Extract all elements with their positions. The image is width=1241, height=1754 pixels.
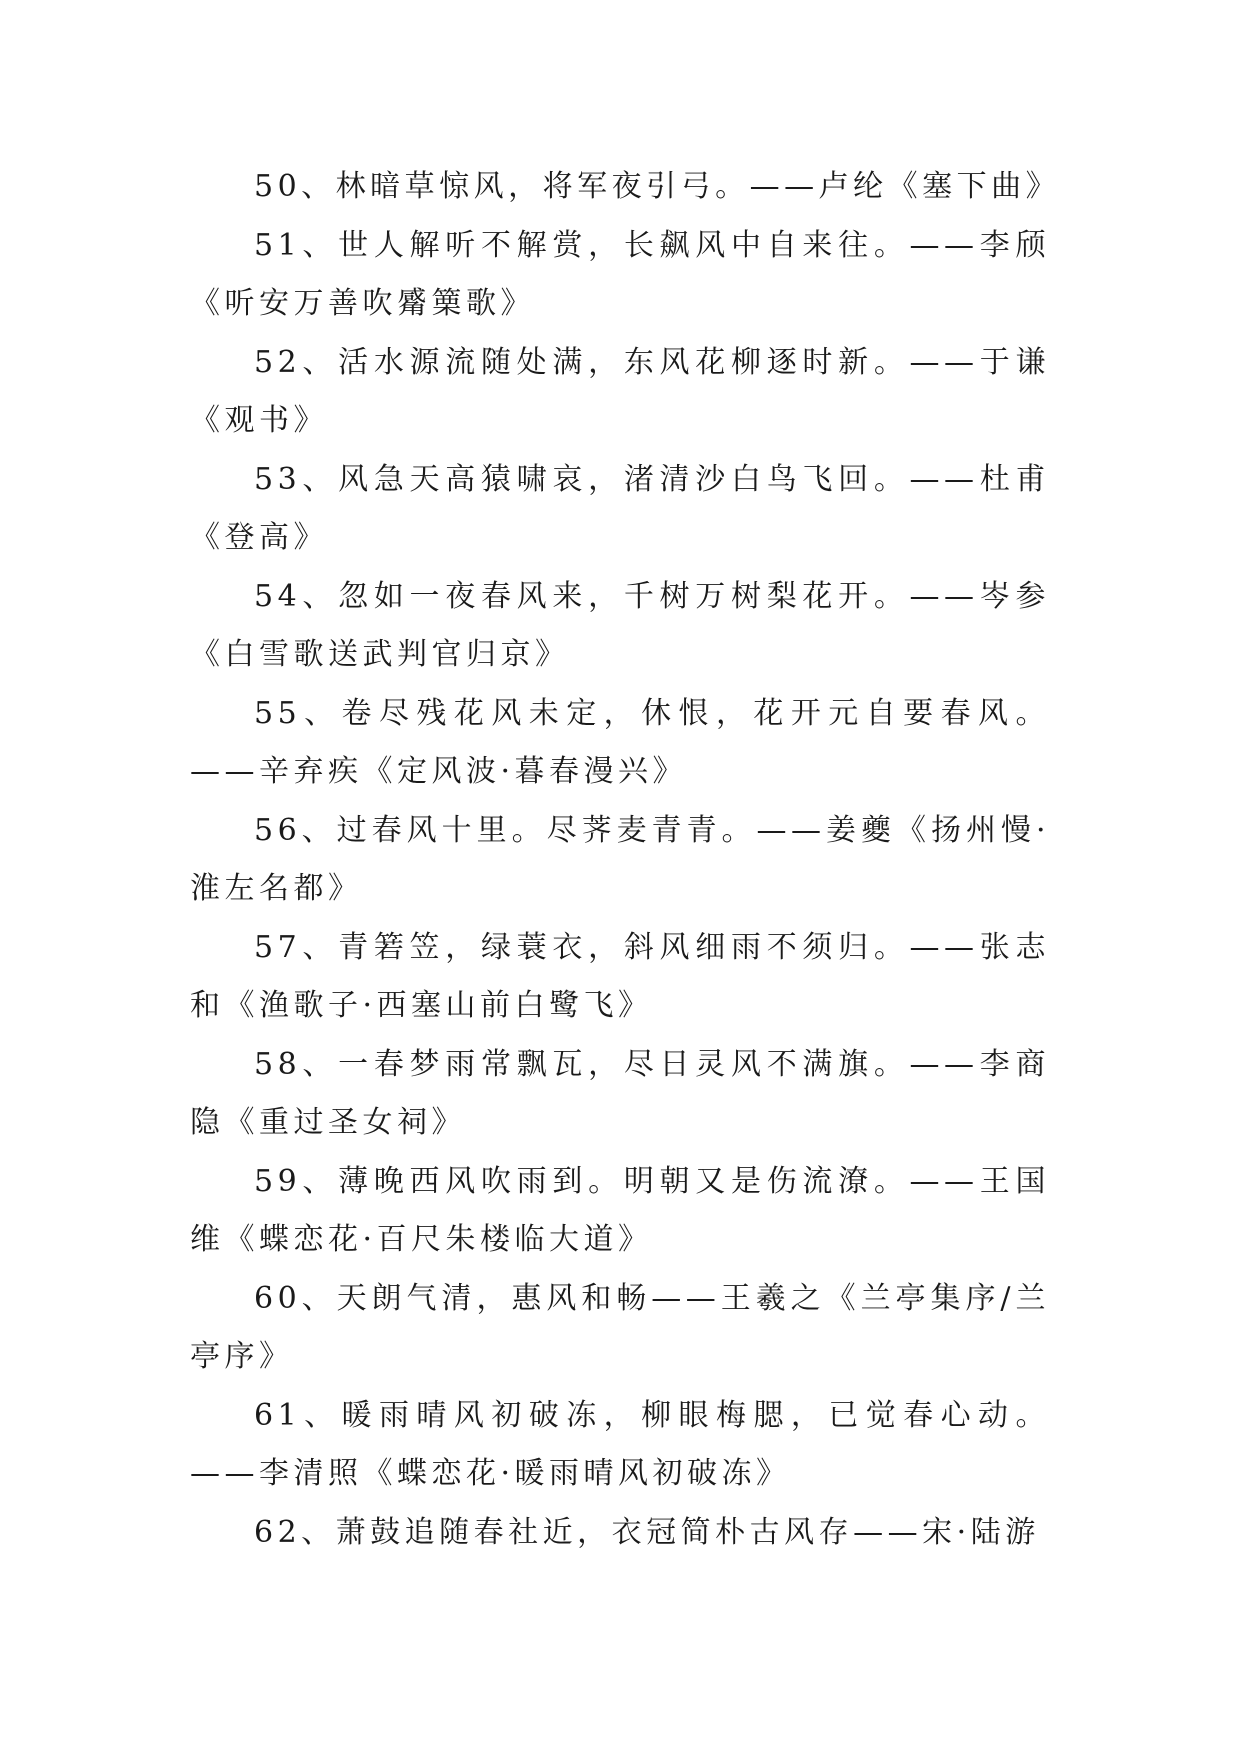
poem-entry-55: 55、卷尽残花风未定，休恨，花开元自要春风。——辛弃疾《定风波·暮春漫兴》 xyxy=(190,695,1050,789)
poem-list xyxy=(190,158,1061,1562)
poem-entry-53: 53、风急天高猿啸哀，渚清沙白鸟飞回。——杜甫《登高》 xyxy=(190,461,1050,555)
poem-entry-51: 51、世人解听不解赏，长飙风中自来往。——李颀《听安万善吹觱篥歌》 xyxy=(190,227,1050,321)
poem-entry-50: 50、林暗草惊风，将军夜引弓。——卢纶《塞下曲》 xyxy=(254,169,1061,204)
poem-entry-62: 62、萧鼓追随春社近，衣冠简朴古风存——宋·陆游 xyxy=(254,1514,1040,1550)
poem-entry-56: 56、过春风十里。尽荠麦青青。——姜夔《扬州慢·淮左名都》 xyxy=(190,812,1050,906)
poem-entry-60: 60、天朗气清，惠风和畅——王羲之《兰亭集序/兰亭序》 xyxy=(190,1280,1050,1374)
poem-entry-54: 54、忽如一夜春风来，千树万树梨花开。——岑参《白雪歌送武判官归京》 xyxy=(190,578,1050,672)
poem-entry-61: 61、暖雨晴风初破冻，柳眼梅腮，已觉春心动。——李清照《蝶恋花·暖雨晴风初破冻》 xyxy=(190,1397,1050,1491)
poem-entry-52: 52、活水源流随处满，东风花柳逐时新。——于谦《观书》 xyxy=(190,344,1050,438)
poem-entry-58: 58、一春梦雨常飘瓦，尽日灵风不满旗。——李商隐《重过圣女祠》 xyxy=(190,1046,1050,1140)
poem-entry-59: 59、薄晚西风吹雨到。明朝又是伤流潦。——王国维《蝶恋花·百尺朱楼临大道》 xyxy=(190,1163,1050,1257)
poem-entry-57: 57、青箬笠，绿蓑衣，斜风细雨不须归。——张志和《渔歌子·西塞山前白鹭飞》 xyxy=(190,929,1050,1023)
